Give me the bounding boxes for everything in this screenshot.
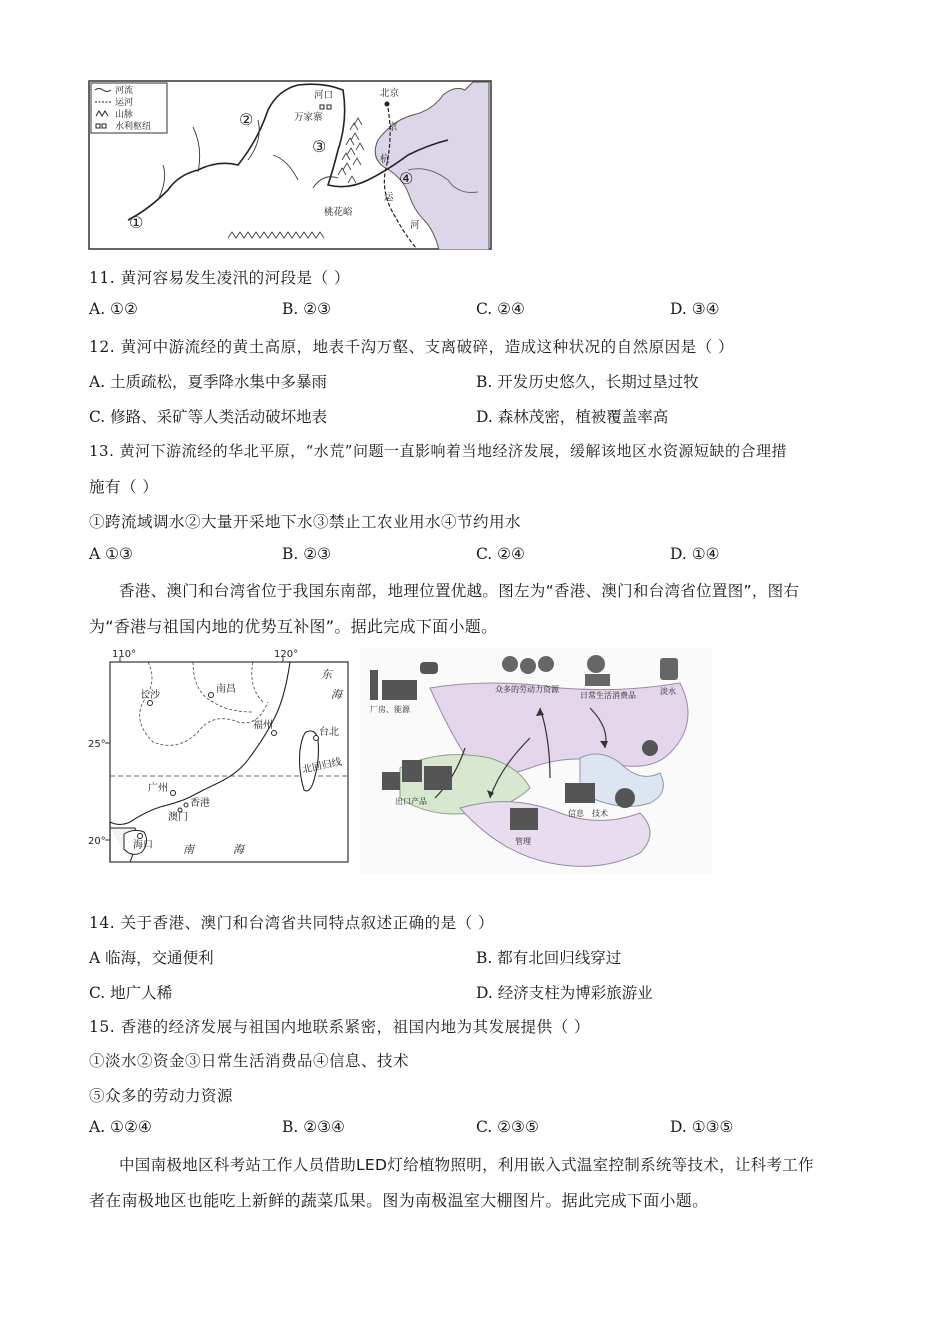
q15-stem: 15. 香港的经济发展与祖国内地联系紧密，祖国内地为其发展提供（ ） bbox=[89, 1018, 591, 1036]
label-canal-3: 运 bbox=[384, 192, 394, 203]
label-hekou: 河口 bbox=[314, 90, 334, 101]
city-guangzhou: 广州 bbox=[148, 783, 168, 794]
legend-dam: 水利枢纽 bbox=[115, 122, 152, 132]
intro2-line2: 为“香港与祖国内地的优势互补图”。据此完成下面小题。 bbox=[89, 617, 498, 636]
lat-20: 20° bbox=[88, 836, 106, 847]
q11-option-a[interactable]: A. ①② bbox=[89, 300, 138, 318]
q14-option-d[interactable]: D. 经济支柱为博彩旅游业 bbox=[476, 984, 653, 1002]
q13-items: ①跨流域调水②大量开采地下水③禁止工农业用水④节约用水 bbox=[89, 513, 522, 531]
label-wanjiazhai: 万家寨 bbox=[294, 112, 323, 123]
label-factory-energy: 厂房、能源 bbox=[370, 705, 410, 714]
q12-stem: 12. 黄河中游流经的黄土高原，地表千沟万壑、支离破碎，造成这种状况的自然原因是（ ） bbox=[89, 338, 735, 356]
q13-stem-line2: 施有（ ） bbox=[89, 478, 159, 496]
q15-option-a[interactable]: A. ①②④ bbox=[89, 1118, 152, 1136]
sea-east-1: 东 bbox=[321, 668, 332, 681]
label-canal-1: 京 bbox=[388, 122, 398, 133]
q12-option-d[interactable]: D. 森林茂密，植被覆盖率高 bbox=[476, 408, 669, 426]
city-changsha: 长沙 bbox=[140, 690, 160, 701]
q12-option-b[interactable]: B. 开发历史悠久，长期过垦过牧 bbox=[476, 373, 699, 391]
label-consumer-goods: 日常生活消费品 bbox=[580, 691, 636, 700]
q15-items-2: ⑤众多的劳动力资源 bbox=[89, 1087, 234, 1105]
yellow-river-map bbox=[88, 80, 492, 250]
q13-stem-line1: 13. 黄河下游流经的华北平原，“水荒”问题一直影响着当地经济发展，缓解该地区水资源短缺的合理措 bbox=[89, 442, 787, 460]
q13-option-d[interactable]: D. ①④ bbox=[670, 545, 720, 563]
q15-items-1: ①淡水②资金③日常生活消费品④信息、技术 bbox=[89, 1052, 410, 1070]
q14-option-a[interactable]: A 临海，交通便利 bbox=[89, 949, 214, 967]
city-hongkong: 香港 bbox=[190, 798, 210, 809]
lon-120: 120° bbox=[274, 649, 299, 660]
sea-east-2: 海 bbox=[331, 688, 342, 701]
q13-option-a[interactable]: A ①③ bbox=[89, 545, 133, 563]
hk-complementary-map bbox=[360, 648, 712, 874]
tropic-label: 北回归线 bbox=[301, 756, 343, 776]
legend-mountain: 山脉 bbox=[115, 110, 134, 120]
label-canal-4: 河 bbox=[410, 220, 420, 231]
city-macau: 澳门 bbox=[168, 812, 188, 823]
intro3-line2: 者在南极地区也能吃上新鲜的蔬菜瓜果。图为南极温室大棚图片。据此完成下面小题。 bbox=[89, 1191, 709, 1210]
q11-option-c[interactable]: C. ②④ bbox=[476, 300, 525, 318]
label-beijing: 北京 bbox=[380, 88, 400, 99]
label-section-1: ① bbox=[129, 213, 144, 232]
q15-option-b[interactable]: B. ②③④ bbox=[282, 1118, 345, 1136]
legend-canal: 运河 bbox=[115, 98, 134, 108]
q15-option-c[interactable]: C. ②③⑤ bbox=[476, 1118, 539, 1136]
q11-option-d[interactable]: D. ③④ bbox=[670, 300, 720, 318]
label-taohuayu: 桃花峪 bbox=[324, 207, 353, 218]
city-haikou: 海口 bbox=[133, 840, 153, 851]
label-tech: 技术 bbox=[592, 809, 608, 818]
q13-option-c[interactable]: C. ②④ bbox=[476, 545, 525, 563]
city-fuzhou: 福州 bbox=[253, 720, 273, 731]
q15-option-d[interactable]: D. ①③⑤ bbox=[670, 1118, 734, 1136]
intro3-line1: 中国南极地区科考站工作人员借助LED灯给植物照明，利用嵌入式温室控制系统等技术，让科考工作 bbox=[119, 1156, 814, 1174]
city-nanchang: 南昌 bbox=[216, 684, 236, 695]
label-export-products: 出口产品 bbox=[395, 797, 427, 806]
label-management: 管理 bbox=[515, 837, 531, 846]
lat-25: 25° bbox=[88, 739, 106, 750]
q14-option-b[interactable]: B. 都有北回归线穿过 bbox=[476, 949, 622, 967]
hk-macau-taiwan-map bbox=[88, 648, 356, 870]
q12-option-a[interactable]: A. 土质疏松，夏季降水集中多暴雨 bbox=[89, 373, 328, 391]
sea-south-2: 海 bbox=[233, 843, 244, 856]
intro2-line1: 香港、澳门和台湾省位于我国东南部，地理位置优越。图左为“香港、澳门和台湾省位置图”，图右 bbox=[119, 582, 800, 600]
q12-option-c[interactable]: C. 修路、采矿等人类活动破坏地表 bbox=[89, 408, 328, 426]
label-section-3: ③ bbox=[312, 137, 327, 156]
label-labor: 众多的劳动力资源 bbox=[495, 685, 559, 694]
q14-stem: 14. 关于香港、澳门和台湾省共同特点叙述正确的是（ ） bbox=[89, 914, 495, 932]
label-info: 信息 bbox=[568, 809, 584, 818]
legend-river: 河流 bbox=[115, 86, 134, 96]
label-fresh-water: 淡水 bbox=[660, 687, 676, 696]
q11-stem: 11. 黄河容易发生凌汛的河段是（ ） bbox=[89, 269, 351, 287]
label-canal-2: 杭 bbox=[380, 154, 390, 165]
city-taibei: 台北 bbox=[319, 727, 339, 738]
label-section-4: ④ bbox=[399, 169, 414, 188]
sea-south-1: 南 bbox=[183, 843, 194, 856]
label-section-2: ② bbox=[239, 110, 254, 129]
q13-option-b[interactable]: B. ②③ bbox=[282, 545, 332, 563]
q14-option-c[interactable]: C. 地广人稀 bbox=[89, 984, 173, 1002]
lon-110: 110° bbox=[112, 649, 137, 660]
q11-option-b[interactable]: B. ②③ bbox=[282, 300, 332, 318]
